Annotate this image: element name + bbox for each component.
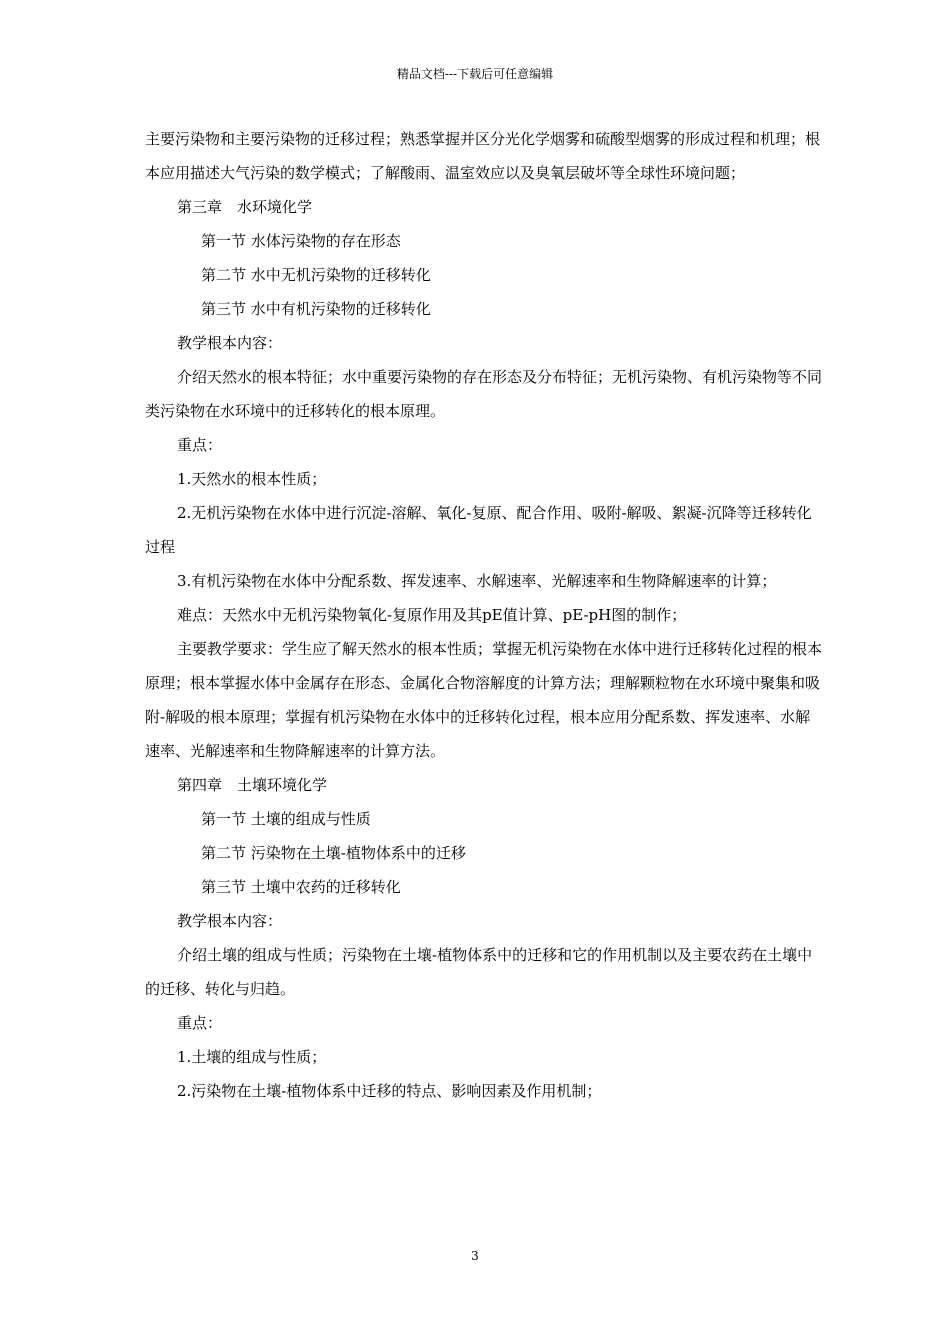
paragraph: 介绍天然水的根本特征；水中重要污染物的存在形态及分布特征；无机污染物、有机污染物等不同类污染物在水环境中的迁移转化的根本原理。	[145, 368, 823, 420]
section-title: 第一节 水体污染物的存在形态	[201, 232, 401, 250]
section-title: 第三节 土壤中农药的迁移转化	[201, 878, 401, 896]
section-title: 第一节 土壤的组成与性质	[201, 810, 371, 828]
page-number: 3	[471, 1249, 479, 1263]
difficulty: 难点：天然水中无机污染物氧化-复原作用及其pE值计算、pE-pH图的制作；	[177, 606, 687, 624]
document-body	[145, 122, 825, 1108]
section-title: 第二节 水中无机污染物的迁移转化	[201, 266, 431, 284]
chapter-title: 第四章 土壤环境化学	[177, 776, 328, 794]
chapter-title: 第三章 水环境化学	[177, 198, 313, 216]
key-points-label: 重点：	[177, 1014, 223, 1032]
key-point: 1.天然水的根本性质；	[177, 470, 327, 488]
key-point: 1.土壤的组成与性质；	[177, 1048, 327, 1066]
page-header: 精品文档---下载后可任意编辑	[396, 67, 554, 81]
key-points-label: 重点：	[177, 436, 223, 454]
section-title: 第三节 水中有机污染物的迁移转化	[201, 300, 431, 318]
key-point: 3.有机污染物在水体中分配系数、挥发速率、水解速率、光解速率和生物降解速率的计算；	[177, 572, 777, 590]
content-label: 教学根本内容：	[177, 334, 283, 352]
paragraph: 介绍土壤的组成与性质；污染物在土壤-植物体系中的迁移和它的作用机制以及主要农药在土壤中的迁移、转化与归趋。	[145, 946, 813, 998]
paragraph: 主要教学要求：学生应了解天然水的根本性质；掌握无机污染物在水体中进行迁移转化过程的根本原理；根本掌握水体中金属存在形态、金属化合物溶解度的计算方法；理解颗粒物在水环境中聚集和吸附-解吸的根本原理；掌握有机污染物在水体中的迁移转化过程，根本应用分配系数、挥发速率、水解速率、光解速率和生物降解速率的计算方法。	[145, 640, 823, 760]
section-title: 第二节 污染物在土壤-植物体系中的迁移	[201, 844, 466, 862]
content-label: 教学根本内容：	[177, 912, 283, 930]
key-point: 2.污染物在土壤-植物体系中迁移的特点、影响因素及作用机制；	[177, 1082, 602, 1100]
paragraph: 主要污染物和主要污染物的迁移过程；熟悉掌握并区分光化学烟雾和硫酸型烟雾的形成过程和机理；根本应用描述大气污染的数学模式；了解酸雨、温室效应以及臭氧层破坏等全球性环境问题；	[145, 130, 821, 182]
key-point: 2.无机污染物在水体中进行沉淀-溶解、氧化-复原、配合作用、吸附-解吸、絮凝-沉降等迁移转化过程	[145, 504, 812, 556]
